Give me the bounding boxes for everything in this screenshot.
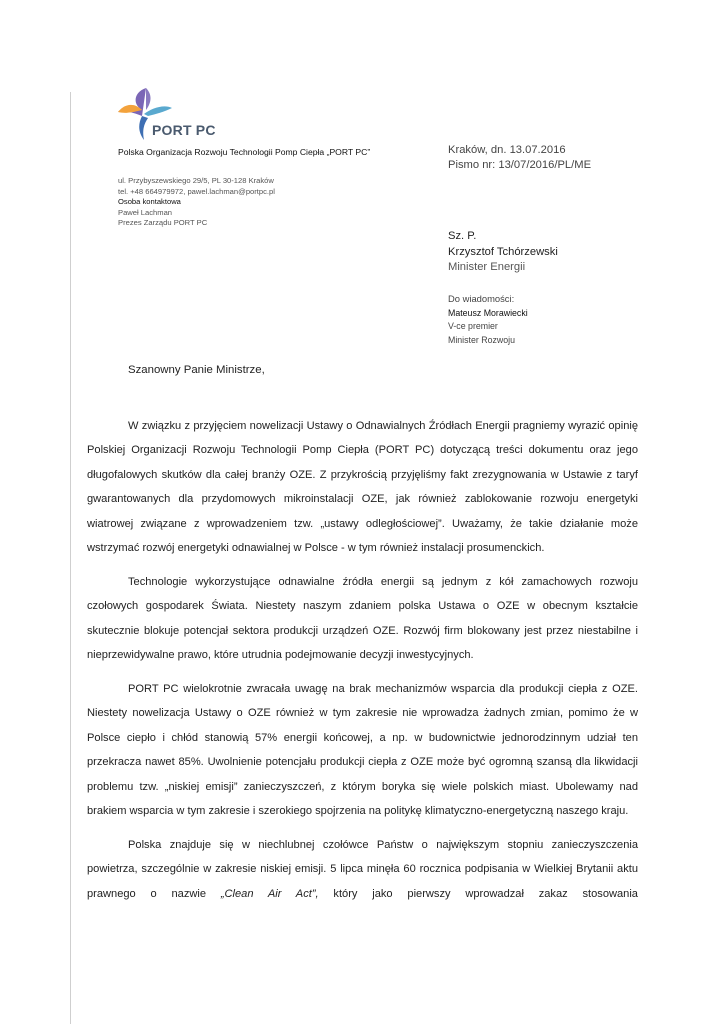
recipient-name: Krzysztof Tchórzewski xyxy=(448,245,558,258)
recipient-title: Minister Energii xyxy=(448,261,526,273)
contact-person-label: Osoba kontaktowa xyxy=(118,197,181,207)
port-pc-logo xyxy=(112,86,232,142)
cc-role-2: Minister Rozwoju xyxy=(448,334,515,345)
organization-name: Polska Organizacja Rozwoju Technologii Pomp Ciepła „PORT PC” xyxy=(118,147,371,157)
sender-address: ul. Przybyszewskiego 29/5, PL 30-128 Kraków xyxy=(118,176,274,185)
letter-salutation: Szanowny Panie Ministrze, xyxy=(128,364,265,376)
paragraph-3: PORT PC wielokrotnie zwracała uwagę na brak mechanizmów wsparcia dla produkcji ciepła z OZE. Niestety nowelizacja Ustawy o OZE również w tym zakresie nie wprowadza żadnych zmian, pomimo że w Polsce ciepło i chłód stanowią 57% energii końcowej, a np. w budownictwie jednorodzinnym udział ten przekracza nawet 85%. Uwolnienie potencjału produkcji ciepła z OZE może być ogromną szansą dla likwidacji problemu tzw. „niskiej emisji” zanieczyszczeń, z którym boryka się wiele polskich miast. Ubolewamy nad brakiem wsparcia w tym zakresie i szerokiego spojrzenia na politykę klimatyczno-energetyczną naszego kraju. xyxy=(87,683,638,818)
cc-role-1: V-ce premier xyxy=(448,321,498,331)
letter-body xyxy=(87,414,638,916)
cc-heading: Do wiadomości: xyxy=(448,293,515,304)
place-date: Kraków, dn. 13.07.2016 xyxy=(448,144,566,156)
paragraph-1: W związku z przyjęciem nowelizacji Ustawy o Odnawialnych Źródłach Energii pragniemy wyrazić opinię Polskiej Organizacji Rozwoju Technologii Pomp Ciepła (PORT PC) dotyczącą treści dokumentu oraz jego długofalowych skutków dla całej branży OZE. Z przykrością przyjęliśmy fakt zrezygnowania w Ustawie z taryf gwarantowanych dla przydomowych mikroinstalacji OZE, jak również zablokowanie rozwoju energetyki wiatrowej związane z wprowadzeniem tzw. „ustawy odległościowej”. Uważamy, że takie działanie może wstrzymać rozwój energetyki odnawialnej w Polsce - w tym również instalacji prosumenckich. xyxy=(87,420,638,555)
cc-name: Mateusz Morawiecki xyxy=(448,307,528,318)
paragraph-2: Technologie wykorzystujące odnawialne źródła energii są jednym z kół zamachowych rozwoju czołowych gospodarek Świata. Niestety naszym zdaniem polska Ustawa o OZE w obecnym kształcie skutecznie blokuje potencjał sektora produkcji urządzeń OZE. Rozwój firm blokowany jest przez niestabilne i nieprzewidywalne prawo, które utrudnia podejmowanie decyzji inwestycyjnych. xyxy=(87,575,638,662)
recipient-block xyxy=(448,229,558,276)
reference-number: Pismo nr: 13/07/2016/PL/ME xyxy=(448,159,592,171)
recipient-salutation: Sz. P. xyxy=(448,230,477,242)
page-margin-line xyxy=(70,92,71,1024)
contact-person-name: Paweł Lachman xyxy=(118,207,173,217)
paragraph-4-start: Polska znajduje się w niechlubnej czołówce Państw o największym stopniu zanieczyszczenia powietrza, szczególnie w zakresie niskiej emisji. 5 lipca minęła 60 rocznica podpisania w Wielkiej Brytanii aktu prawnego o nazwie xyxy=(87,839,638,900)
paragraph-4-end: który jako pierwszy wprowadzał zakaz stosowania xyxy=(318,887,638,900)
sender-details xyxy=(118,176,275,229)
contact-person-role: Prezes Zarządu PORT PC xyxy=(118,218,208,228)
cc-block xyxy=(448,292,528,347)
sender-contact: tel. +48 664979972, pawel.lachman@portpc.pl xyxy=(118,186,275,196)
logo-text: PORT PC xyxy=(152,122,216,138)
clean-air-act-title: „Clean Air Act”, xyxy=(220,887,319,900)
paragraph-4 xyxy=(87,833,638,906)
date-block xyxy=(448,143,591,173)
